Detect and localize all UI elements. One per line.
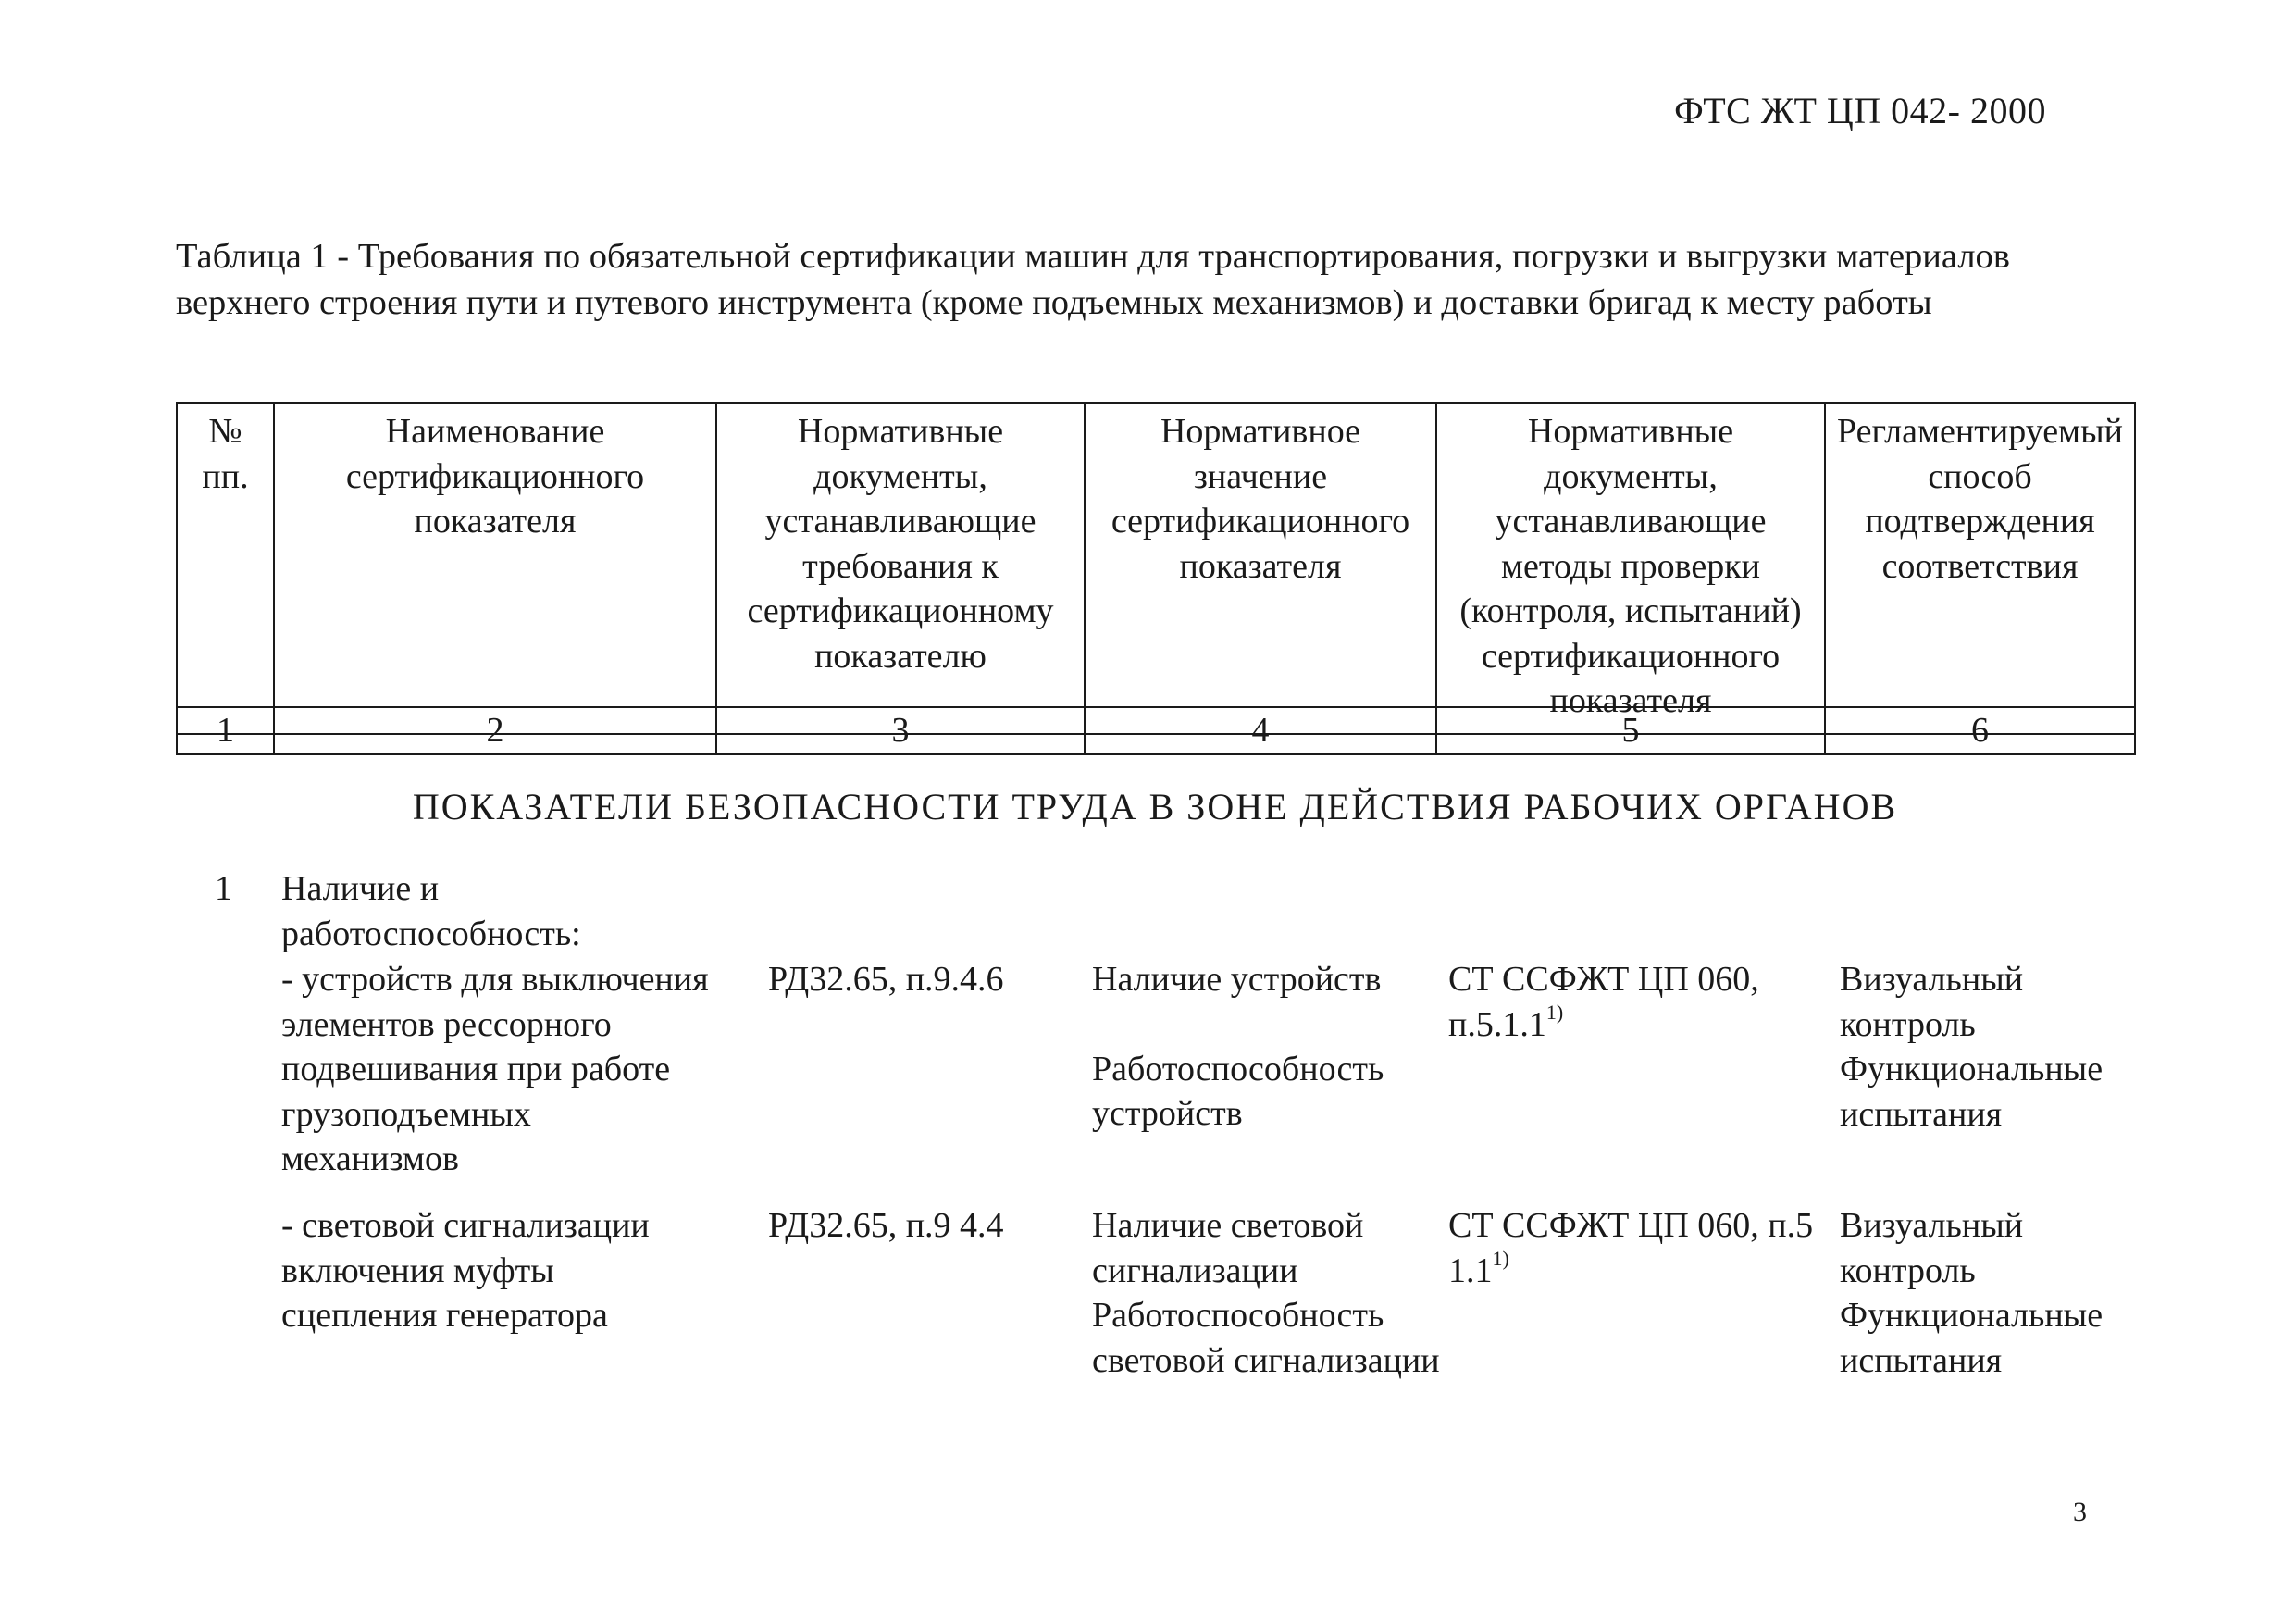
header-cell-confirmation: Регламентируемый способ подтверждения соответствия — [1825, 403, 2135, 734]
header-cell-name: Наименование сертификационного показателя — [274, 403, 716, 734]
item-name: - устройств для выключения элементов рессорного подвешивания при работе грузоподъемных механизмов — [281, 960, 709, 1178]
item-value — [1092, 1203, 1444, 1383]
document-code: ФТС ЖТ ЦП 042- 2000 — [1674, 90, 2046, 131]
column-number: 4 — [1085, 707, 1436, 754]
column-number: 5 — [1436, 707, 1825, 754]
item-method — [1448, 957, 1823, 1047]
item-value — [1092, 957, 1444, 1137]
column-number: 6 — [1825, 707, 2135, 754]
item-confirm-functional: Функциональные испытания — [1840, 1296, 2104, 1380]
item-method — [1448, 1203, 1823, 1293]
section-title: ПОКАЗАТЕЛИ БЕЗОПАСНОСТИ ТРУДА В ЗОНЕ ДЕЙСТВИЯ РАБОЧИХ ОРГАНОВ — [412, 786, 1898, 827]
item-confirm — [1840, 1203, 2141, 1383]
item-confirm — [1840, 957, 2141, 1137]
column-number: 1 — [177, 707, 274, 754]
item-value-workability: Работоспособность световой сигнализации — [1092, 1296, 1440, 1380]
item-value-workability: Работоспособность устройств — [1092, 1049, 1384, 1133]
footnote-mark: 1) — [1545, 1000, 1564, 1024]
column-numbers-row — [176, 706, 2136, 755]
item-confirm-visual: Визуальный контроль — [1840, 1206, 2024, 1290]
item-value-presence: Наличие устройств — [1092, 960, 1382, 999]
item-method-text: СТ ССФЖТ ЦП 060, п.5 1.1 — [1448, 1206, 1814, 1290]
item-method-text: СТ ССФЖТ ЦП 060, п.5.1.1 — [1448, 960, 1759, 1044]
table-caption: Таблица 1 - Требования по обязательной сертификации машин для транспортирования, погрузки и выгрузки материалов верхнего строения пути и путевого инструмента (кроме подъемных механизмов) и доставки бригад к месту работы — [176, 237, 2010, 322]
item-name: - световой сигнализации включения муфты сцепления генератора — [281, 1206, 650, 1335]
item-confirm-functional: Функциональные испытания — [1840, 1050, 2104, 1134]
row-number: 1 — [215, 869, 232, 908]
column-number: 3 — [716, 707, 1085, 754]
item-doc: РД32.65, п.9.4.6 — [768, 960, 1004, 999]
page-number: 3 — [2073, 1497, 2087, 1527]
item-doc: РД32.65, п.9 4.4 — [768, 1206, 1004, 1245]
item-value-presence: Наличие световой сигнализации — [1092, 1206, 1364, 1290]
item-confirm-visual: Визуальный контроль — [1840, 960, 2024, 1044]
header-cell-normative-value: Нормативное значение сертификационного показателя — [1085, 403, 1436, 734]
footnote-mark: 1) — [1492, 1246, 1509, 1270]
header-cell-requirement-docs: Нормативные документы, устанавливающие требования к сертификационному показателю — [716, 403, 1085, 734]
row-name-intro: Наличие и работоспособность: — [281, 869, 581, 953]
column-number: 2 — [274, 707, 716, 754]
header-cell-method-docs: Нормативные документы, устанавливающие методы проверки (контроля, испытаний) сертификационного показателя — [1436, 403, 1825, 734]
header-cell-number: № пп. — [177, 403, 274, 734]
table-header — [176, 402, 2136, 735]
